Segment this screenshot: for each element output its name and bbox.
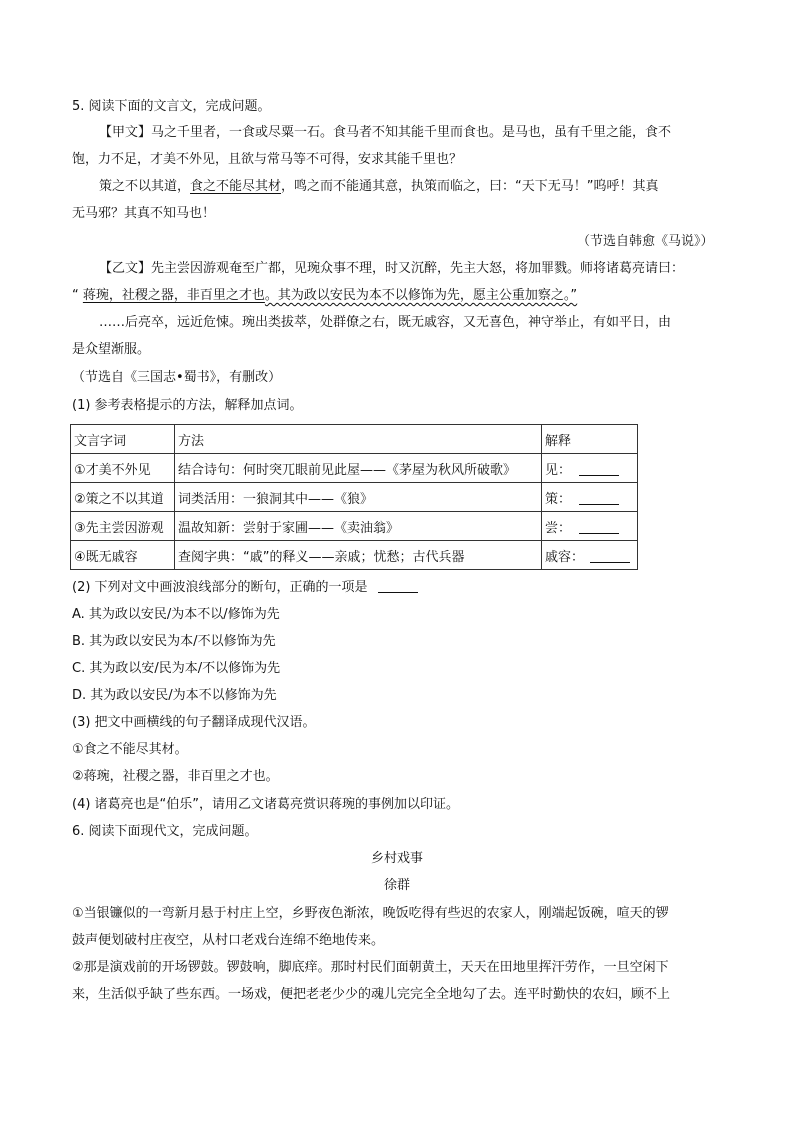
- table-header-row: [71, 425, 638, 454]
- yi-text-line: [72, 287, 577, 305]
- article-author: 徐群: [383, 878, 410, 893]
- table-cell: 查阅字典：“戚”的释义——亲戚；忧愁；古代兵器: [175, 541, 542, 570]
- jia-text-line: [99, 178, 659, 196]
- option-c: C. 其为政以安/民为本/不以修饰为先: [72, 661, 281, 676]
- table-cell: ②策之不以其道: [71, 483, 175, 512]
- sub-question-2: [72, 579, 418, 597]
- table-cell: ③先主尝因游观: [71, 512, 175, 541]
- option-d: D. 其为政以安民/为本不以修饰为先: [72, 688, 277, 703]
- table-cell: 温故知新：尝射于家圃——《卖油翁》: [175, 512, 542, 541]
- table-header: 文言字词: [71, 425, 175, 454]
- text-segment: ，鸣之而不能通其意，执策而临之，曰：“天下无马！”呜呼！其真: [281, 179, 659, 194]
- answer-blank[interactable]: [579, 462, 619, 476]
- answer-blank[interactable]: [378, 579, 418, 593]
- answer-label: 见：: [545, 462, 572, 478]
- sub-question-1: (1) 参考表格提示的方法，解释加点词。: [72, 398, 303, 413]
- table-header: 方法: [175, 425, 542, 454]
- option-b: B. 其为政以安民为本/不以修饰为先: [72, 634, 276, 649]
- sub-question-2-text: (2) 下列对文中画波浪线部分的断句，正确的一项是: [72, 580, 368, 595]
- answer-cell: [542, 483, 638, 512]
- yi-text-line: ……后亮卒，远近危悚。琬出类拔萃，处群僚之右，既无戚容，又无喜色，神守举止，有如平日，由: [99, 315, 672, 330]
- paragraph-line: 鼓声便划破村庄夜空，从村口老戏台连绵不绝地传来。: [72, 933, 385, 948]
- table-row: [71, 454, 638, 483]
- option-a: A. 其为政以安民/为本不以/修饰为先: [72, 607, 280, 622]
- jia-text-line: 无马邪？其真不知马也！: [72, 206, 216, 221]
- answer-cell: [542, 541, 638, 570]
- table-cell: 词类活用：一狼洞其中——《狼》: [175, 483, 542, 512]
- table-row: [71, 512, 638, 541]
- translate-item: ①食之不能尽其材。: [72, 742, 188, 757]
- q6-heading: 6. 阅读下面现代文，完成问题。: [72, 824, 258, 839]
- text-segment: “: [72, 288, 79, 303]
- paragraph-line: ①当银镰似的一弯新月悬于村庄上空，乡野夜色渐浓，晚饭吃得有些迟的农家人，刚端起饭碗，喧天的锣: [72, 906, 669, 921]
- yi-source: （节选自《三国志•蜀书》，有删改）: [72, 370, 282, 385]
- yi-text-line: 是众望渐服。: [72, 342, 151, 357]
- answer-label: 尝：: [545, 520, 572, 536]
- jia-text-line: 饱，力不足，才美不外见，且欲与常马等不可得，安求其能千里也？: [72, 152, 463, 167]
- wavy-underlined-sentence: 。其为政以安民为本不以修饰为先，愿主公重加察之。”: [264, 288, 578, 303]
- answer-blank[interactable]: [579, 491, 619, 505]
- answer-blank[interactable]: [590, 549, 630, 563]
- table-cell: ①才美不外见: [71, 454, 175, 483]
- table-row: [71, 483, 638, 512]
- answer-blank[interactable]: [579, 520, 619, 534]
- jia-source: （节选自韩愈《马说》）: [577, 234, 714, 249]
- paragraph-line: 来，生活似乎缺了些东西。一场戏，便把老老少少的魂儿完完全全地勾了去。连平时勤快的农妇，顾不上: [72, 987, 671, 1002]
- answer-cell: [542, 454, 638, 483]
- article-title: 乡村戏事: [370, 851, 423, 866]
- sub-question-3: (3) 把文中画横线的句子翻译成现代汉语。: [72, 715, 316, 730]
- answer-label: 策：: [545, 491, 572, 507]
- q5-heading: 5. 阅读下面的文言文，完成问题。: [72, 99, 271, 114]
- underlined-sentence: 食之不能尽其材: [190, 179, 282, 194]
- table-row: [71, 541, 638, 570]
- translate-item: ②蒋琬，社稷之器，非百里之才也。: [72, 769, 279, 784]
- paragraph-line: ②那是演戏前的开场锣鼓。锣鼓响，脚底痒。那时村民们面朝黄土，天天在田地里挥汗劳作，一旦空闲下: [72, 960, 669, 975]
- yi-text-line: 【乙文】先主尝因游观奄至广都，见琬众事不理，时又沉醉，先主大怒，将加罪戮。师将诸葛亮请曰：: [99, 261, 685, 276]
- answer-cell: [542, 512, 638, 541]
- table-cell: 结合诗句：何时突兀眼前见此屋——《茅屋为秋风所破歌》: [175, 454, 542, 483]
- text-segment: 策之不以其道，: [99, 179, 191, 194]
- table-cell: ④既无戚容: [71, 541, 175, 570]
- answer-label: 戚容：: [545, 549, 585, 565]
- jia-text-line: 【甲文】马之千里者，一食或尽粟一石。食马者不知其能千里而食也。是马也，虽有千里之能，食不: [99, 125, 672, 140]
- underlined-sentence: 蒋琬，社稷之器，非百里之才也: [82, 288, 265, 303]
- sub-question-4: (4) 诸葛亮也是“伯乐”，请用乙文诸葛亮赏识蒋琬的事例加以印证。: [72, 797, 460, 812]
- vocabulary-table: [70, 424, 638, 570]
- table-header: 解释: [542, 425, 638, 454]
